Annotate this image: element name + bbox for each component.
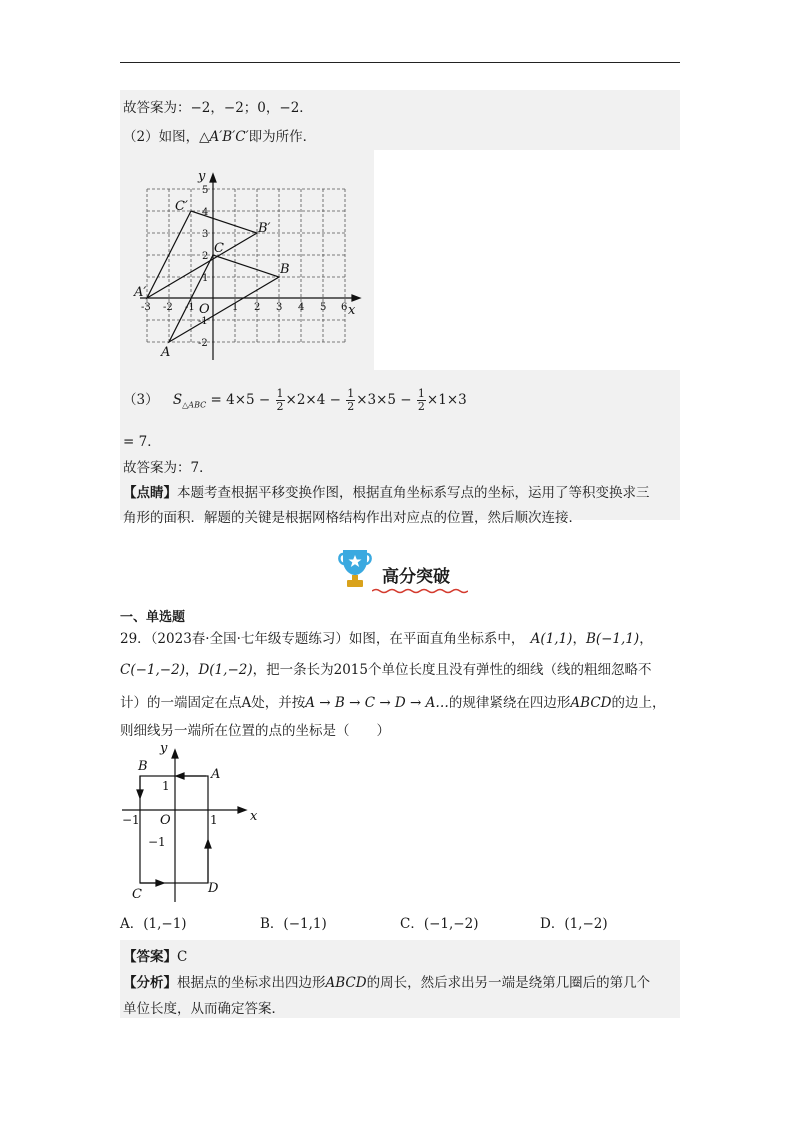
answer-line-1-text: 故答案为：−2，−2；0，−2．	[123, 100, 313, 116]
analysis-line-1a: 根据点的坐标求出四边形	[177, 975, 326, 991]
question-line-2: C(−1,−2)，D(1,−2)，把一条长为2015个单位长度且没有弹性的细线（线的粗细忽略不	[120, 662, 652, 678]
fig2-tick-y-neg1: −1	[148, 835, 166, 849]
comment-line-2	[123, 506, 582, 526]
fig2-tick-y-1: 1	[162, 779, 170, 793]
comment-tag: 【点睛】	[123, 485, 177, 501]
origin-label: O	[199, 302, 210, 317]
answer-tag: 【答案】	[123, 949, 177, 965]
question-line-3-suffix: 的规律紧绕在四边形	[448, 695, 571, 711]
part3-t1: ×2×4 −	[285, 392, 341, 408]
question-line-3	[120, 691, 665, 711]
fraction-3-den: 2	[417, 400, 425, 413]
fig2-origin-label: O	[160, 813, 171, 828]
question-line-1-prefix: 29．（2023春·全国·七年级专题练习）如图，在平面直角坐标系中，	[120, 631, 525, 647]
fraction-3-num: 1	[417, 387, 425, 400]
trophy-icon	[338, 546, 372, 590]
section-heading: 一、单选题	[120, 610, 186, 625]
fig2-tick-x-neg1: −1	[122, 813, 140, 827]
question-quad: ABCD	[570, 695, 612, 711]
arrow-b-to-c-icon	[137, 790, 143, 798]
x-axis-arrow-icon	[352, 295, 360, 301]
fraction-2	[346, 388, 355, 413]
analysis-tag: 【分析】	[123, 975, 177, 991]
fig2-label-C: C	[132, 887, 142, 902]
question-line-4-text: 则细线另一端所在位置的点的坐标是（ ）	[120, 723, 390, 739]
option-D[interactable]	[540, 912, 608, 932]
axis-x-label: x	[348, 303, 356, 318]
figure-2-diagram	[118, 738, 268, 908]
part3-formula	[123, 388, 467, 413]
option-A[interactable]	[120, 912, 187, 932]
fraction-2-num: 1	[347, 387, 355, 400]
part3-S: S	[172, 392, 183, 408]
analysis-line-1b: 的周长，然后求出另一端是绕第几圈后的第几个	[366, 975, 651, 991]
question-line-1: 29．（2023春·全国·七年级专题练习）如图，在平面直角坐标系中， A(1,1)，B(−1,1)，	[120, 631, 653, 647]
comment-line-1-text: 本题考查根据平移变换作图，根据直角坐标系写点的坐标，运用了等积变换求三	[177, 485, 650, 501]
option-D-value: (1,−2)	[564, 916, 608, 932]
fraction-3	[417, 388, 426, 413]
figure-2-labels	[132, 741, 258, 902]
part2-line	[123, 125, 316, 145]
option-A-value: (1,−1)	[143, 916, 187, 932]
axis-y-label: y	[198, 169, 206, 184]
arrow-a-to-b-icon	[176, 773, 184, 779]
y-tick-4: 4	[202, 207, 209, 218]
y-tick-3: 3	[202, 229, 209, 240]
answer-line-1	[123, 96, 313, 116]
label-A-prime: A′	[134, 285, 147, 300]
fig2-axis-y-label: y	[160, 741, 168, 756]
option-B-value: (−1,1)	[283, 916, 327, 932]
option-B-key: B．	[260, 916, 284, 932]
answer-line-2-text: 故答案为：7．	[123, 460, 213, 476]
analysis-line-2	[123, 997, 285, 1017]
fig2-label-B: B	[138, 759, 148, 774]
part3-sub: △ABC	[182, 400, 207, 410]
question-line-2-suffix: ，把一条长为2015个单位长度且没有弹性的细线（线的粗细忽略不	[252, 662, 652, 678]
arrow-d-to-a-icon	[205, 840, 211, 848]
question-point-C: C(−1,−2)	[120, 662, 185, 678]
part3-result	[123, 430, 161, 450]
question-point-A: A(1,1)	[530, 631, 573, 647]
label-C: C	[214, 241, 224, 256]
option-B[interactable]	[260, 912, 327, 932]
option-C[interactable]	[400, 912, 478, 932]
fig2-axis-x-label: x	[250, 809, 258, 824]
fig2-tick-x-1: 1	[210, 813, 218, 827]
analysis-quad: ABCD	[325, 975, 367, 991]
y-tick-2: 2	[202, 251, 209, 262]
fraction-1	[276, 388, 285, 413]
option-D-key: D．	[540, 916, 565, 932]
question-line-3-end: 的边上，	[611, 695, 666, 711]
x-tick-6: 6	[341, 302, 348, 313]
y-axis-arrow-icon	[210, 174, 216, 182]
y-tick-5: 5	[202, 185, 209, 196]
option-A-key: A．	[120, 916, 144, 932]
y-tick-neg2: -2	[198, 338, 208, 349]
fig2-label-A: A	[211, 767, 221, 782]
fig2-label-D: D	[208, 881, 219, 896]
fig2-y-axis-arrow-icon	[172, 750, 178, 758]
banner-title: 高分突破	[382, 567, 450, 587]
analysis-line-1	[123, 971, 650, 991]
part2-suffix: 即为所作．	[248, 129, 317, 145]
figure-1-container	[120, 150, 374, 370]
x-tick-neg3: -3	[141, 302, 151, 313]
analysis-line-2-text: 单位长度，从而确定答案．	[123, 1001, 285, 1017]
label-A: A	[161, 345, 171, 360]
part3-eq-start: = 4×5 −	[210, 392, 271, 408]
fraction-2-den: 2	[347, 400, 355, 413]
x-tick-2: 2	[254, 302, 261, 313]
banner-underline	[372, 588, 468, 594]
arrow-c-to-d-icon	[156, 880, 164, 886]
quadrilateral-abcd	[140, 776, 208, 883]
part3-t3: ×1×3	[426, 392, 467, 408]
part3-t2: ×3×5 −	[356, 392, 412, 408]
part3-label: （3）	[123, 392, 159, 408]
answer-value: C	[177, 949, 188, 965]
figure-1-grid	[120, 150, 374, 370]
part3-result-text: = 7．	[123, 434, 161, 450]
figure-2-direction-arrows	[137, 773, 211, 886]
fig2-x-axis-arrow-icon	[238, 807, 246, 813]
question-line-4	[120, 719, 390, 739]
question-point-B: B(−1,1)	[585, 631, 640, 647]
option-C-key: C．	[400, 916, 424, 932]
comment-line-2-text: 角形的面积．解题的关键是根据网格结构作出对应点的位置，然后顺次连接．	[123, 510, 582, 526]
question-sequence: A → B → C → D → A…	[305, 695, 449, 711]
option-C-value: (−1,−2)	[423, 916, 479, 932]
label-C-prime: C′	[175, 199, 188, 214]
fraction-1-den: 2	[276, 400, 284, 413]
answer-line	[123, 945, 187, 965]
label-B-prime: B′	[258, 221, 271, 236]
figure-1-point-labels	[133, 169, 356, 360]
part2-triangle: △A′B′C′	[199, 129, 249, 145]
answer-line-2	[123, 456, 213, 476]
fraction-1-num: 1	[276, 387, 284, 400]
header-rule	[120, 62, 680, 63]
y-tick-neg1: -1	[198, 316, 208, 327]
x-tick-neg2: -2	[163, 302, 173, 313]
comment-line-1	[123, 481, 650, 501]
question-point-D: D(1,−2)	[198, 662, 253, 678]
figure-2-container	[118, 738, 268, 908]
x-tick-1: 1	[232, 302, 239, 313]
part2-prefix: （2）如图，	[123, 129, 200, 145]
figure-1-tick-labels	[141, 185, 347, 349]
y-tick-1: 1	[202, 273, 209, 284]
x-tick-neg1: -1	[185, 302, 195, 313]
x-tick-5: 5	[320, 302, 327, 313]
x-tick-3: 3	[276, 302, 283, 313]
x-tick-4: 4	[298, 302, 305, 313]
section-banner	[338, 544, 468, 596]
question-line-3-prefix: 计）的一端固定在点A处，并按	[120, 695, 306, 711]
label-B: B	[280, 262, 290, 277]
